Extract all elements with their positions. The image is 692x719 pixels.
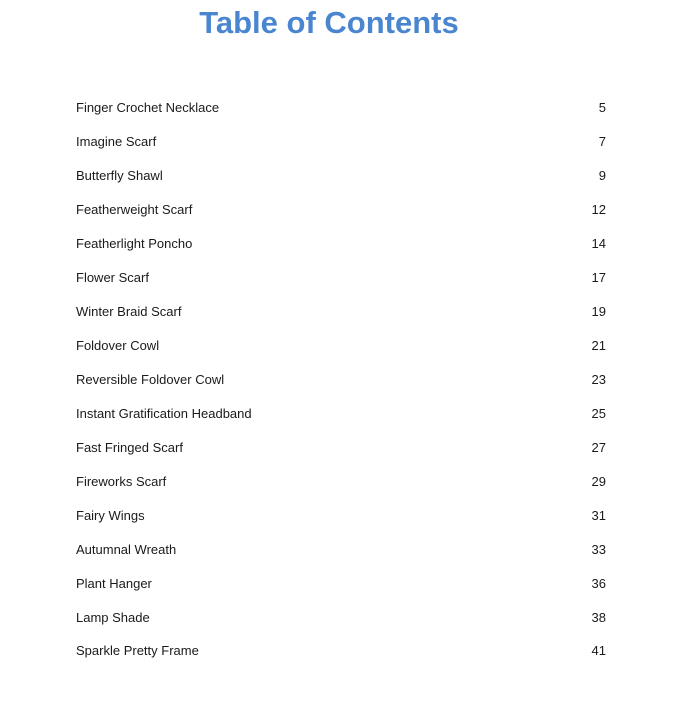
toc-row[interactable] <box>76 464 606 498</box>
toc-row[interactable] <box>76 634 606 668</box>
toc-row[interactable] <box>76 396 606 430</box>
toc-page-number: 21 <box>591 338 606 354</box>
toc-entry-title: Butterfly Shawl <box>76 168 163 184</box>
toc-page-number: 5 <box>598 100 606 116</box>
toc-row[interactable] <box>76 125 606 159</box>
toc-row[interactable] <box>76 261 606 295</box>
toc-entry-title: Foldover Cowl <box>76 338 160 354</box>
toc-row[interactable] <box>76 193 606 227</box>
toc-page-number: 12 <box>591 202 606 218</box>
toc-entry-title: Featherlight Poncho <box>76 236 193 252</box>
toc-row[interactable] <box>76 329 606 363</box>
toc-page-number: 25 <box>591 405 606 421</box>
toc-page-number: 23 <box>591 371 606 387</box>
toc-entry-title: Sparkle Pretty Frame <box>76 643 199 659</box>
toc-entry-title: Autumnal Wreath <box>76 541 177 557</box>
toc-row[interactable] <box>76 295 606 329</box>
toc-entry-title: Finger Crochet Necklace <box>76 100 220 116</box>
toc-entry-title: Flower Scarf <box>76 270 149 286</box>
toc-entry-title: Fairy Wings <box>76 507 145 523</box>
toc-page-number: 31 <box>591 507 606 523</box>
toc-row[interactable] <box>76 430 606 464</box>
toc-page-number: 27 <box>591 439 606 455</box>
toc-page-number: 29 <box>591 473 606 489</box>
toc-entry-title: Instant Gratification Headband <box>76 405 252 421</box>
toc-page-number: 41 <box>591 643 606 659</box>
toc-entry-title: Lamp Shade <box>76 609 150 625</box>
toc-page-number: 38 <box>591 609 606 625</box>
toc-page-number: 9 <box>598 168 606 184</box>
toc-page-number: 19 <box>591 304 606 320</box>
toc-entry-title: Imagine Scarf <box>76 134 157 150</box>
toc-row[interactable] <box>76 363 606 397</box>
toc-row[interactable] <box>76 498 606 532</box>
toc-entry-title: Reversible Foldover Cowl <box>76 371 225 387</box>
toc-row[interactable] <box>76 91 606 125</box>
toc-list <box>76 91 606 668</box>
toc-entry-title: Winter Braid Scarf <box>76 304 182 320</box>
page-title: Table of Contents <box>199 5 459 40</box>
toc-page-number: 14 <box>591 236 606 252</box>
toc-entry-title: Fireworks Scarf <box>76 473 167 489</box>
toc-entry-title: Fast Fringed Scarf <box>76 439 183 455</box>
toc-row[interactable] <box>76 532 606 566</box>
toc-row[interactable] <box>76 227 606 261</box>
toc-page-number: 33 <box>591 541 606 557</box>
toc-page-number: 7 <box>598 134 606 150</box>
toc-entry-title: Featherweight Scarf <box>76 202 193 218</box>
toc-page-number: 36 <box>591 575 606 591</box>
toc-page-number: 17 <box>591 270 606 286</box>
toc-row[interactable] <box>76 159 606 193</box>
toc-row[interactable] <box>76 600 606 634</box>
toc-entry-title: Plant Hanger <box>76 575 152 591</box>
toc-row[interactable] <box>76 566 606 600</box>
